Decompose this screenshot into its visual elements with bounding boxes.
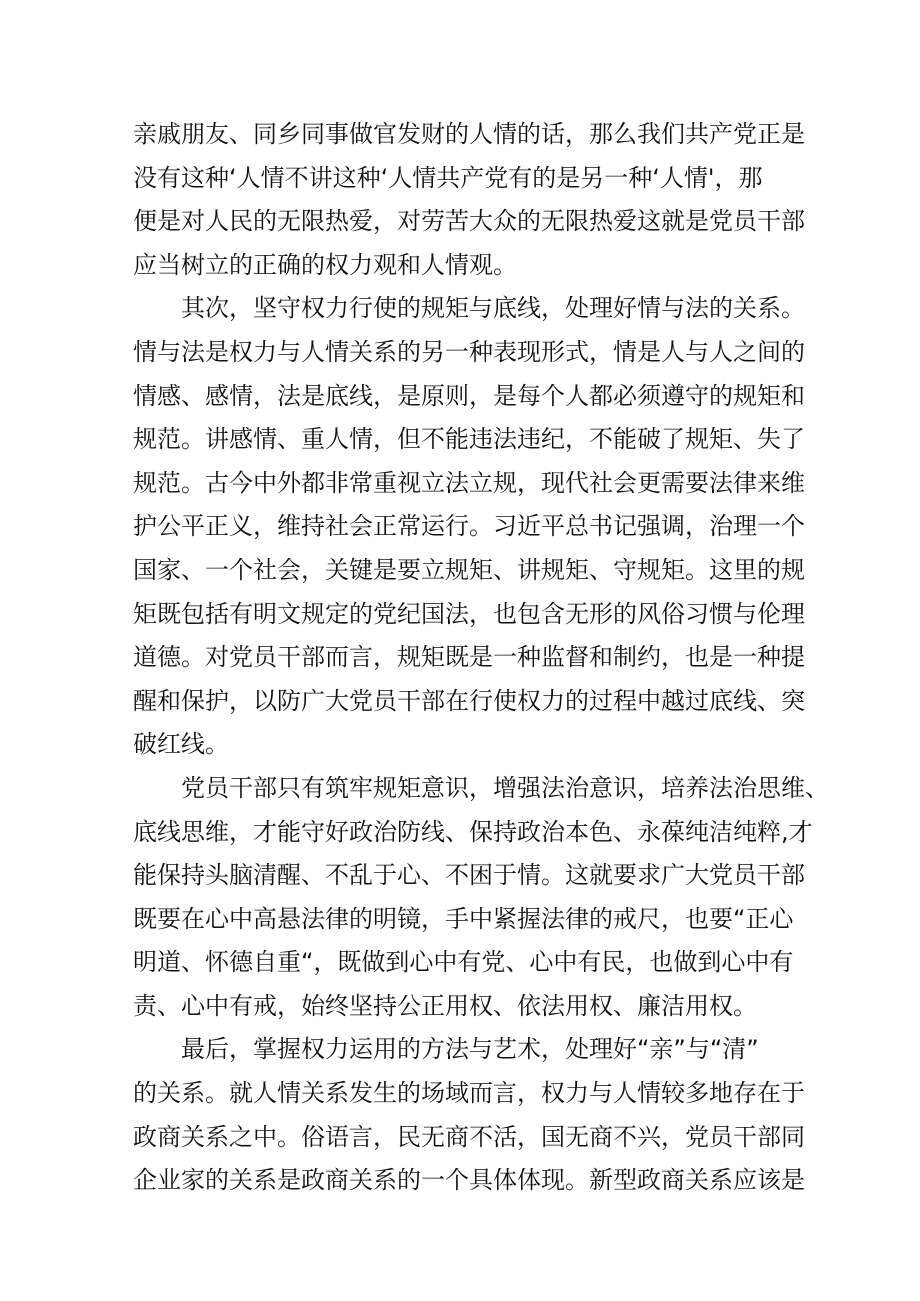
text-line: 情感、感情，法是底线，是原则，是每个人都必须遵守的规矩和: [133, 381, 805, 410]
text-line: 规范。讲感情、重人情，但不能违法违纪，不能破了规矩、失了: [133, 425, 805, 454]
text-line: 亲戚朋友、同乡同事做官发财的人情的话，那么我们共产党正是: [133, 120, 805, 148]
text-line: 明道、怀德自重“，既做到心中有党、心中有民，也做到心中有: [133, 948, 794, 977]
text-line: 破红线。: [133, 730, 229, 759]
paragraph-first-line: 其次，坚守权力行使的规矩与底线，处理好情与法的关系。: [181, 294, 805, 323]
text-line: 政商关系之中。俗语言，民无商不活，国无商不兴，党员干部同: [133, 1122, 805, 1151]
text-line: 没有这种‘人情不讲这种‘人情共产党有的是另一种‘人情'，那: [133, 163, 763, 192]
text-line: 企业家的关系是政商关系的一个具体体现。新型政商关系应该是: [133, 1166, 805, 1195]
text-line: 矩既包括有明文规定的党纪国法，也包含无形的风俗习惯与伦理: [133, 599, 805, 628]
text-line: 应当树立的正确的权力观和人情观。: [133, 250, 517, 279]
paragraph-first-line: 党员干部只有筑牢规矩意识，增强法治意识，培养法治思维、: [181, 773, 829, 802]
text-line: 便是对人民的无限热爱，对劳苦大众的无限热爱这就是党员干部: [133, 207, 805, 236]
text-line: 底线思维，才能守好政治防线、保持政治本色、永葆纯洁纯粹,才: [133, 817, 813, 846]
paragraph-first-line: 最后，掌握权力运用的方法与艺术，处理好“亲”与“清”: [181, 1035, 759, 1064]
text-line: 道德。对党员干部而言，规矩既是一种监督和制约，也是一种提: [133, 643, 805, 672]
text-line: 的关系。就人情关系发生的场域而言，权力与人情较多地存在于: [133, 1079, 805, 1108]
body-text: [133, 113, 829, 1203]
text-line: 醒和保护，以防广大党员干部在行使权力的过程中越过底线、突: [133, 686, 805, 715]
text-line: 情与法是权力与人情关系的另一种表现形式，情是人与人之间的: [133, 337, 805, 366]
text-line: 责、心中有戒，始终坚持公正用权、依法用权、廉洁用权。: [133, 991, 757, 1020]
text-line: 护公平正义，维持社会正常运行。习近平总书记强调，治理一个: [133, 512, 805, 541]
text-line: 既要在心中高悬法律的明镜，手中紧握法律的戒尺，也要“正心: [133, 904, 794, 933]
text-line: 国家、一个社会，关键是要立规矩、讲规矩、守规矩。这里的规: [133, 555, 805, 584]
text-line: 规范。古今中外都非常重视立法立规，现代社会更需要法律来维: [133, 468, 805, 497]
text-line: 能保持头脑清醒、不乱于心、不困于情。这就要求广大党员干部: [133, 861, 805, 890]
